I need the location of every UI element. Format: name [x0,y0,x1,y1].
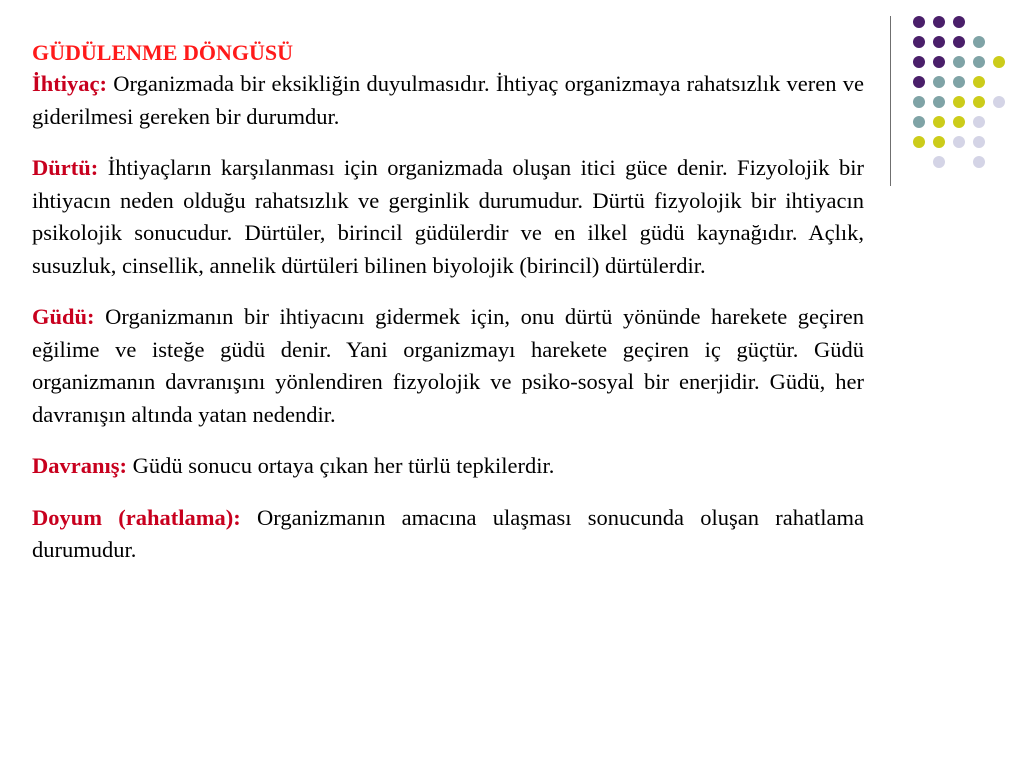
paragraph-gudu [32,301,864,431]
decor-dot [953,16,965,28]
term-label: Güdü: [32,304,95,329]
decor-dot [953,116,965,128]
decor-dot [933,96,945,108]
decor-dot [953,36,965,48]
decor-dot [913,136,925,148]
decor-dot [993,96,1005,108]
decor-dot [913,96,925,108]
slide-content [32,38,864,567]
term-label: Dürtü: [32,155,99,180]
decor-dot [913,36,925,48]
decor-dot [913,16,925,28]
decor-dot [973,156,985,168]
term-definition: Organizmanın bir ihtiyacını gidermek için, onu dürtü yönünde harekete geçiren eğilime ve isteğe güdü denir. Yani organizmayı harekete geçiren iç güçtür. Güdü organizmanın davranışını yönlendiren fizyolojik ve psiko-sosyal bir enerjidir. Güdü, her davranışın altında yatan nedendir. [32,304,864,427]
paragraph-ihtiyac [32,68,864,133]
decor-dot [933,76,945,88]
term-definition: İhtiyaçların karşılanması için organizmada oluşan itici güce denir. Fizyolojik bir ihtiyacın neden olduğu rahatsızlık ve gerginlik durumudur. Dürtü fizyolojik bir ihtiyacın psikolojik sonucudur. Dürtüler, birincil güdülerdir ve en ilkel güdü kaynağıdır. Açlık, susuzluk, cinsellik, annelik dürtüleri bilinen biyolojik (birincil) dürtülerdir. [32,155,864,278]
term-label: Doyum (rahatlama): [32,504,241,530]
decor-dot [973,76,985,88]
decor-dot [933,136,945,148]
decor-dot [973,56,985,68]
paragraph-durtu [32,152,864,282]
term-label: Davranış: [32,453,127,478]
decor-dot [933,156,945,168]
term-definition: Güdü sonucu ortaya çıkan her türlü tepkilerdir. [127,453,555,478]
decor-dot [933,36,945,48]
slide-title: GÜDÜLENME DÖNGÜSÜ [32,40,293,65]
dot-grid-decoration [900,14,1010,174]
decor-dot [913,76,925,88]
decor-dot [973,96,985,108]
vertical-divider [890,16,891,186]
decor-dot [973,36,985,48]
term-definition: Organizmanın amacına ulaşması sonucunda oluşan rahatlama durumudur. [32,504,864,562]
decor-dot [953,96,965,108]
decor-dot [913,116,925,128]
decor-dot [973,136,985,148]
term-label: İhtiyaç: [32,71,107,96]
term-definition: Organizmada bir eksikliğin duyulmasıdır. İhtiyaç organizmaya rahatsızlık veren ve giderilmesi gereken bir durumdur. [32,71,864,129]
decor-dot [933,56,945,68]
decor-dot [993,56,1005,68]
decor-dot [933,16,945,28]
decor-dot [953,76,965,88]
decor-dot [973,116,985,128]
paragraph-doyum [32,502,864,567]
paragraph-davranis [32,450,864,483]
decor-dot [913,56,925,68]
decor-dot [933,116,945,128]
decor-dot [953,136,965,148]
decor-dot [953,56,965,68]
